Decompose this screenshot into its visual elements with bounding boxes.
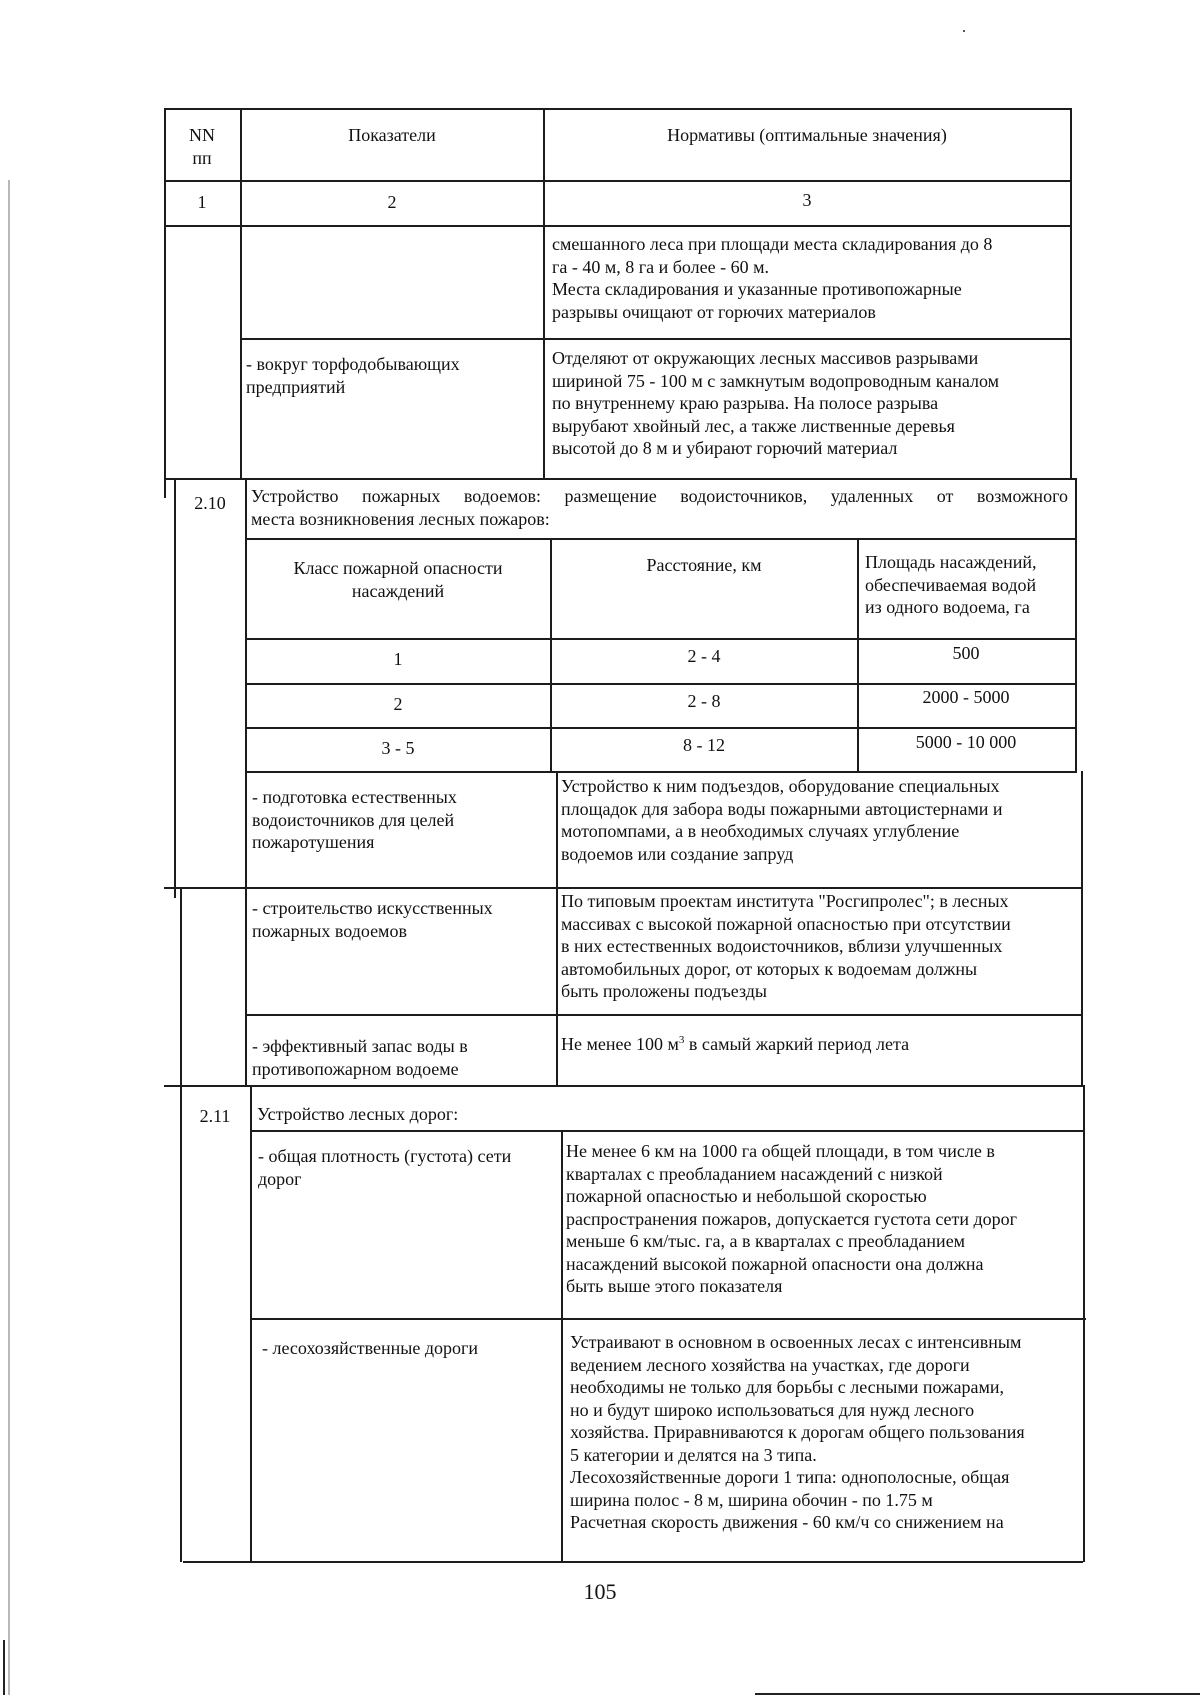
- water-reserve-norm-text: Не менее 100 м: [561, 1034, 679, 1054]
- water-reserve-norm: [561, 1029, 1076, 1056]
- artificial-reservoirs-indicator: - строительство искусственных пожарных водоемов: [252, 898, 493, 941]
- subtable-row-area: 5000 - 10 000: [915, 732, 1017, 752]
- table-rule: [1075, 478, 1077, 771]
- table-rule: [561, 1130, 563, 1562]
- subtable-header-area: Площадь насаждений, обеспечиваемая водой из одного водоема, га: [865, 552, 1037, 617]
- scan-edge-mark: [3, 1640, 5, 1695]
- table-rule: [164, 108, 1072, 110]
- column-number-3: 3: [802, 190, 812, 210]
- subtable-row-distance: 2 - 8: [687, 691, 721, 711]
- table-rule: [1081, 771, 1083, 1085]
- artificial-reservoirs-norm: По типовым проектам института "Росгипролес"; в лесных массивах с высокой пожарной опасностью при отсутствии в них естественных водоисточников, вблизи улучшенных автомобильных дорог, от которых к водоемам должны быть проложены подъезды: [561, 891, 1011, 1001]
- peat-norm: Отделяют от окружающих лесных массивов разрывами шириной 75 - 100 м с замкнутым водопроводным каналом по внутреннему краю разрыва. На полосе разрыва вырубают хвойный лес, а также лиственные деревья высотой до 8 м и убирают горючий материал: [552, 348, 1000, 458]
- subtable-row-area: 500: [952, 643, 980, 663]
- table-rule: [245, 727, 1077, 729]
- subtable-row-class: 1: [393, 649, 403, 669]
- section-2-11-number: 2.11: [199, 1106, 231, 1126]
- table-rule: [164, 1085, 1084, 1087]
- natural-sources-norm: Устройство к ним подъездов, оборудование специальных площадок для забора воды пожарными автоцистернами и мотопомпами, а в необходимых случаях углубление водоемов или создание запруд: [561, 776, 1003, 864]
- subtable-row-distance: 8 - 12: [683, 735, 725, 755]
- peat-indicator: - вокруг торфодобывающих предприятий: [246, 354, 460, 397]
- table-rule: [164, 478, 1076, 480]
- table-rule: [240, 338, 1072, 340]
- section-2-10-title-line1: Устройство пожарных водоемов: размещение водоисточников, удаленных от возможного: [251, 486, 1068, 506]
- table-rule: [164, 225, 1072, 227]
- column-number-2: 2: [387, 192, 397, 212]
- table-rule: [164, 180, 1072, 182]
- section-2-10-title-line2: места возникновения лесных пожаров:: [251, 509, 550, 529]
- table-rule: [183, 1561, 1083, 1563]
- road-density-indicator: - общая плотность (густота) сети дорог: [258, 1146, 512, 1189]
- table-rule: [180, 887, 182, 1562]
- road-density-norm: Не менее 6 км на 1000 га общей площади, в том числе в кварталах с преобладанием насаждений с низкой пожарной опасностью и небольшой скоростью распространения пожаров, допускается густота сети дорог меньше 6 км/тыс. га, а в кварталах с преобладанием насаждений высокой пожарной опасности она должна быть выше этого показателя: [566, 1141, 1018, 1296]
- continued-norm-text: смешанного леса при площади места складирования до 8 га - 40 м, 8 га и более - 60 м. Места складирования и указанные противопожарные разрывы очищают от горючих материалов: [552, 234, 993, 322]
- scan-edge-left: [8, 180, 10, 1695]
- water-reserve-norm-tail: в самый жаркий период лета: [684, 1034, 910, 1054]
- table-rule: [174, 478, 176, 898]
- table-rule: [245, 771, 1077, 773]
- subtable-row-distance: 2 - 4: [687, 646, 721, 666]
- table-rule: [240, 108, 242, 478]
- table-rule: [245, 683, 1077, 685]
- table-rule: [1083, 1085, 1085, 1562]
- table-rule: [1070, 108, 1072, 478]
- table-rule: [250, 1085, 252, 1562]
- header-norms: Нормативы (оптимальные значения): [667, 125, 947, 145]
- section-2-11-title: Устройство лесных дорог:: [257, 1104, 459, 1124]
- subtable-row-area: 2000 - 5000: [922, 687, 1010, 707]
- header-number: NN пп: [189, 125, 215, 168]
- water-reserve-indicator: - эффективный запас воды в противопожарном водоеме: [252, 1036, 468, 1079]
- subtable-row-class: 2: [393, 694, 403, 714]
- subtable-header-distance: Расстояние, км: [646, 555, 762, 575]
- forest-roads-norm: Устраивают в основном в освоенных лесах с интенсивным ведением лесного хозяйства на участках, где дороги необходимы не только для борьбы с лесными пожарами, но и будут широко использоваться для нужд лесного хозяйства. Приравниваются к дорогам общего пользования 5 категории и делятся на 3 типа. Лесохозяйственные дороги 1 типа: однополосные, общая ширина полос - 8 м, ширина обочин - по 1.75 м Расчетная скорость движения - 60 км/ч со снижением на: [570, 1332, 1025, 1532]
- table-rule: [245, 538, 1077, 540]
- cubic-superscript: 3: [678, 1034, 685, 1046]
- table-rule: [543, 108, 545, 478]
- page-number: 105: [583, 1579, 617, 1604]
- column-number-1: 1: [197, 192, 207, 212]
- scan-speck: [963, 30, 965, 32]
- forest-roads-indicator: - лесохозяйственные дороги: [262, 1338, 479, 1358]
- table-rule: [245, 1014, 1083, 1016]
- subtable-row-class: 3 - 5: [381, 738, 415, 758]
- section-2-10-number: 2.10: [194, 493, 226, 513]
- header-indicators: Показатели: [348, 125, 436, 145]
- table-rule: [250, 1130, 1084, 1132]
- natural-sources-indicator: - подготовка естественных водоисточников для целей пожаротушения: [252, 787, 457, 852]
- subtable-header-class: Класс пожарной опасности насаждений: [293, 558, 503, 601]
- table-rule: [164, 887, 1082, 889]
- table-rule: [245, 638, 1077, 640]
- table-rule: [556, 771, 558, 1085]
- table-rule: [250, 1318, 1086, 1320]
